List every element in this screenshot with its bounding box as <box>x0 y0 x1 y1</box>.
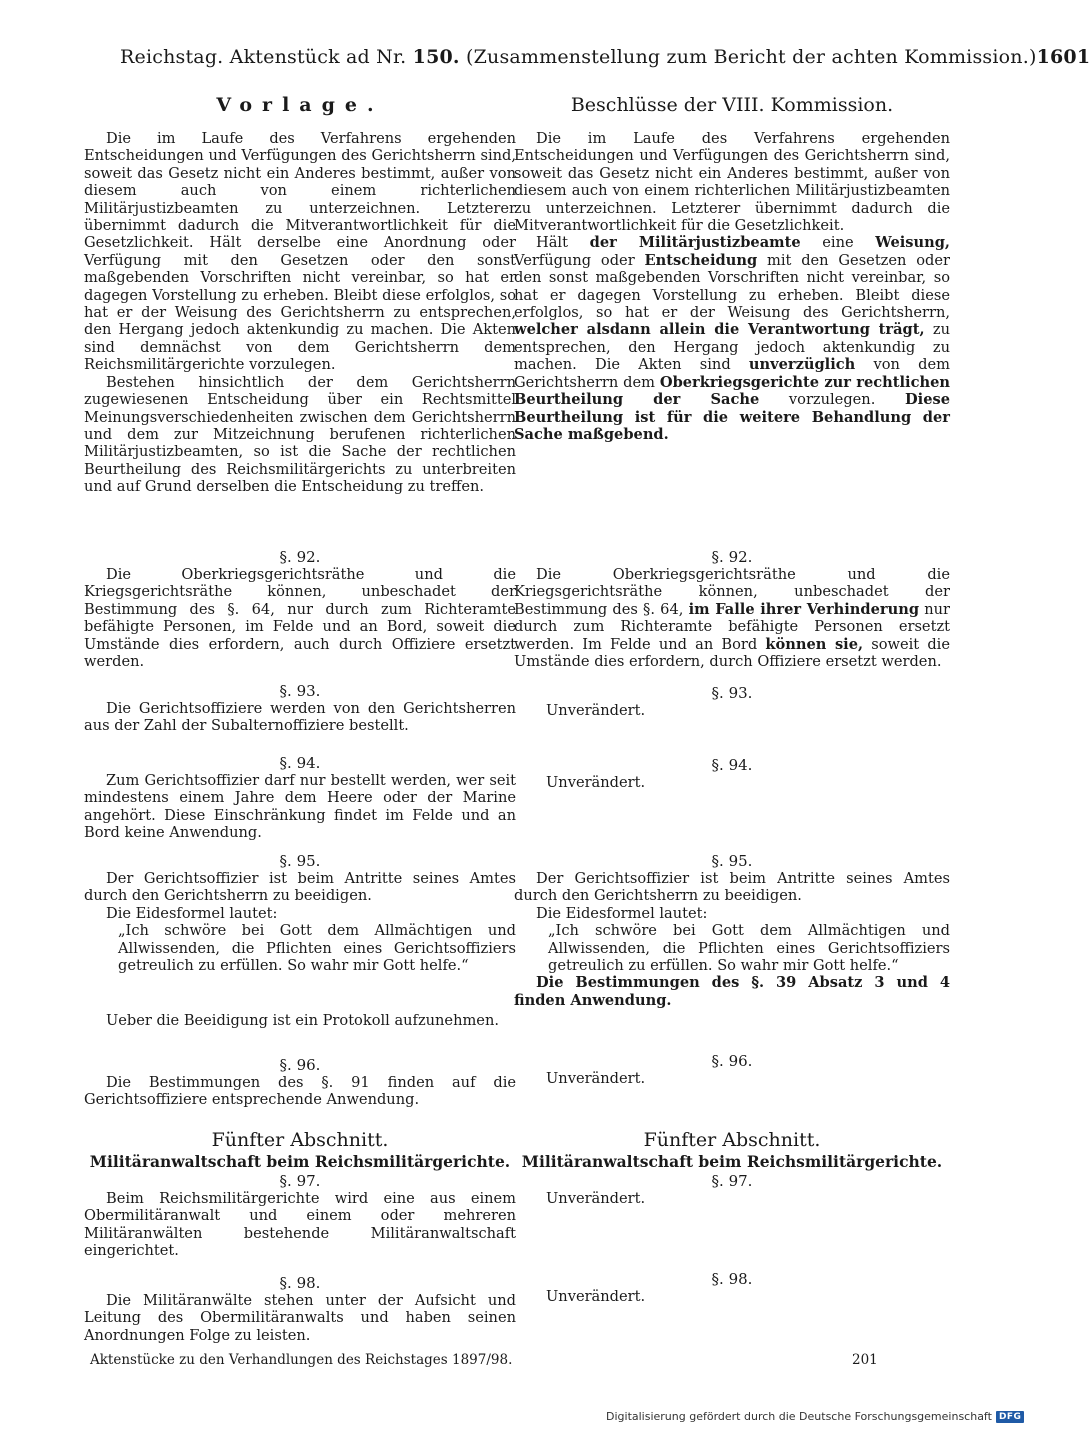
right-p2-text: Verfügung oder <box>514 251 645 269</box>
left-section-93-text: Die Gerichtsoffiziere werden von den Gerichtsherren aus der Zahl der Subalternoffiziere bestellt. <box>84 700 516 735</box>
left-chapter-title: Fünfter Abschnitt. <box>211 1129 389 1151</box>
right-section-92-text <box>514 566 950 670</box>
footer-publication: Aktenstücke zu den Verhandlungen des Reichstages 1897/98. <box>90 1352 513 1368</box>
left-paragraph-2: Bestehen hinsichtlich der dem Gerichtsherrn zugewiesenen Entscheidung über ein Rechtsmittel Meinungsverschiedenheiten zwischen dem Gerichtsherrn und dem zur Mitzeichnung berufenen richterlichen Militärjustizbeamten, so ist die Sache der rechtlichen Beurtheilung des Reichsmilitärgerichts zu unterbreiten und auf Grund derselben die Entscheidung zu treffen. <box>84 373 516 496</box>
left-section-93: §. 93. <box>279 682 321 700</box>
left-section-92-text: Die Oberkriegsgerichtsräthe und die Kriegsgerichtsräthe können, unbeschadet der Bestimmung des §. 64, nur durch zum Richteramte befähigte Personen, im Felde und an Bord, soweit die Umstände dies erfordern, auch durch Offiziere ersetzt werden. <box>84 566 516 671</box>
left-section-95: §. 95. <box>279 852 321 870</box>
right-s92-emphasis: im Falle ihrer Verhinderung <box>688 600 920 618</box>
right-p2-emphasis: Weisung, <box>875 234 951 252</box>
right-p2-emphasis: der Militärjustizbeamte <box>589 234 801 252</box>
right-section-94: §. 94. <box>711 756 753 774</box>
right-section-95: §. 95. <box>711 852 753 870</box>
right-chapter-subtitle: Militäranwaltschaft beim Reichsmilitärgerichte. <box>521 1152 943 1171</box>
right-p2-emphasis: Oberkriegsgerichte zur rechtlichen Beurtheilung der Sache <box>514 373 950 409</box>
left-section-94: §. 94. <box>279 754 321 772</box>
right-section-93: §. 93. <box>711 684 753 702</box>
running-header <box>120 46 1090 76</box>
right-column-title: Beschlüsse der VIII. Kommission. <box>570 94 894 116</box>
right-chapter-title: Fünfter Abschnitt. <box>643 1129 821 1151</box>
right-section-95-amendment: Die Bestimmungen des §. 39 Absatz 3 und 4 finden Anwendung. <box>514 974 950 1009</box>
right-s92-emphasis: können sie, <box>765 635 864 653</box>
left-section-94-text: Zum Gerichtsoffizier darf nur bestellt werden, wer seit mindestens einem Jahre dem Heere oder der Marine angehört. Diese Einschränkung findet im Felde und an Bord keine Anwendung. <box>84 772 516 842</box>
header-title <box>120 46 1037 68</box>
right-section-96-text: Unverändert. <box>546 1070 646 1087</box>
left-paragraph-1: Die im Laufe des Verfahrens ergehenden Entscheidungen und Verfügungen des Gerichtsherrn sind, soweit das Gesetz nicht ein Anderes bestimmt, außer von diesem auch von einem richterlichen Militärjustizbeamten zu unterzeichnen. Letzterer übernimmt dadurch die Mitverantwortlichkeit für die Gesetzlichkeit. Hält derselbe eine Anordnung oder Verfügung mit den Gesetzen oder den sonst maßgebenden Vorschriften nicht vereinbar, so hat er dagegen Vorstellung zu erheben. Bleibt diese erfolglos, so hat er der Weisung des Gerichtsherrn zu entsprechen, den Hergang jedoch aktenkundig zu machen. Die Akten sind demnächst von dem Gerichtsherrn dem Reichsmilitärgerichte vorzulegen. <box>84 130 516 374</box>
right-section-96: §. 96. <box>711 1052 753 1070</box>
right-p2-text: mit den Gesetzen oder den sonst maßgebenden Vorschriften nicht vereinbar, so hat er dagegen Vorstellung zu erheben. Bleibt diese erfolglos, so hat er der Weisung des Gerichtsherrn, <box>514 251 950 322</box>
footer-sheet-number: 201 <box>852 1352 878 1368</box>
dfg-logo-icon: DFG <box>996 1411 1025 1423</box>
left-column-title: Vorlage. <box>216 94 384 116</box>
right-s92-text: soweit die Umstände dies erfordern, durch Offiziere ersetzt werden. <box>514 635 950 671</box>
right-paragraph-1: Die im Laufe des Verfahrens ergehenden Entscheidungen und Verfügungen des Gerichtsherrn sind, soweit das Gesetz nicht ein Anderes bestimmt, außer von diesem auch von einem richterlichen Militärjustizbeamten zu unterzeichnen. Letzterer übernimmt dadurch die Mitverantwortlichkeit für die Gesetzlichkeit. <box>514 130 950 235</box>
right-p2-text: eine <box>800 234 876 252</box>
right-section-93-text: Unverändert. <box>546 702 646 719</box>
left-section-95-protocol: Ueber die Beeidigung ist ein Protokoll aufzunehmen. <box>106 1012 499 1029</box>
digitization-notice <box>606 1410 1024 1423</box>
header-suffix: (Zusammenstellung zum Bericht der achten Kommission.) <box>466 46 1037 68</box>
left-section-98-text: Die Militäranwälte stehen unter der Aufsicht und Leitung des Obermilitäranwalts und haben seinen Anordnungen Folge zu leisten. <box>84 1292 516 1344</box>
page-number: 1601 <box>1036 46 1090 68</box>
right-column-beschluesse <box>514 92 950 1372</box>
right-p2-text: zu entsprechen, den Hergang jedoch aktenkundig zu machen. Die Akten sind <box>514 321 950 374</box>
left-chapter-subtitle: Militäranwaltschaft beim Reichsmilitärgerichte. <box>89 1152 511 1171</box>
digitization-text: Digitalisierung gefördert durch die Deutsche Forschungsgemeinschaft <box>606 1410 992 1423</box>
right-p2-text: Hält <box>536 234 590 252</box>
right-p2-emphasis: Diese Beurtheilung ist für die weitere Behandlung der Sache maßgebend. <box>514 391 950 443</box>
left-section-98: §. 98. <box>279 1274 321 1292</box>
left-section-95-formula: Die Eidesformel lautet: <box>106 904 278 922</box>
right-section-98-text: Unverändert. <box>546 1288 646 1305</box>
left-column-vorlage <box>84 92 516 1372</box>
left-section-96-text: Die Bestimmungen des §. 91 finden auf die Gerichtsoffiziere entsprechende Anwendung. <box>84 1074 516 1109</box>
right-section-95-text: Der Gerichtsoffizier ist beim Antritte seines Amtes durch den Gerichtsherrn zu beeidigen. <box>514 870 950 905</box>
right-section-97-text: Unverändert. <box>546 1190 646 1207</box>
right-p2-emphasis: unverzüglich <box>748 356 856 374</box>
right-section-94-text: Unverändert. <box>546 774 646 791</box>
left-section-92: §. 92. <box>279 548 321 566</box>
header-number: 150. <box>412 46 460 68</box>
right-p2-text: vorzulegen. <box>759 391 905 409</box>
right-p2-text: von dem Gerichtsherrn dem <box>514 356 950 391</box>
right-s92-text: nur durch zum Richteramte befähigte Personen ersetzt werden. Im Felde und an Bord <box>514 600 950 653</box>
left-section-95-text: Der Gerichtsoffizier ist beim Antritte seines Amtes durch den Gerichtsherrn zu beeidigen. <box>84 870 516 905</box>
right-section-97: §. 97. <box>711 1172 753 1190</box>
right-section-92: §. 92. <box>711 548 753 566</box>
left-section-97: §. 97. <box>279 1172 321 1190</box>
left-section-95-oath: „Ich schwöre bei Gott dem Allmächtigen und Allwissenden, die Pflichten eines Gerichtsoffiziers getreulich zu erfüllen. So wahr mir Gott helfe.“ <box>118 922 516 975</box>
header-prefix: Reichstag. Aktenstück ad Nr. <box>120 46 407 68</box>
right-paragraph-2 <box>514 234 950 443</box>
right-s92-text: Die Oberkriegsgerichtsräthe und die Kriegsgerichtsräthe können, unbeschadet der Bestimmung des §. 64, <box>514 566 950 618</box>
left-section-97-text: Beim Reichsmilitärgerichte wird eine aus einem Obermilitäranwalt und einem oder mehreren Militäranwälten bestehende Militäranwaltschaft eingerichtet. <box>84 1190 516 1260</box>
right-section-98: §. 98. <box>711 1270 753 1288</box>
right-p2-emphasis: Entscheidung <box>644 251 758 269</box>
right-section-95-formula: Die Eidesformel lautet: <box>536 904 708 922</box>
right-p2-emphasis: welcher alsdann allein die Verantwortung trägt, <box>514 321 925 339</box>
right-section-95-oath: „Ich schwöre bei Gott dem Allmächtigen und Allwissenden, die Pflichten eines Gerichtsoffiziers getreulich zu erfüllen. So wahr mir Gott helfe.“ <box>548 922 950 975</box>
left-section-96: §. 96. <box>279 1056 321 1074</box>
